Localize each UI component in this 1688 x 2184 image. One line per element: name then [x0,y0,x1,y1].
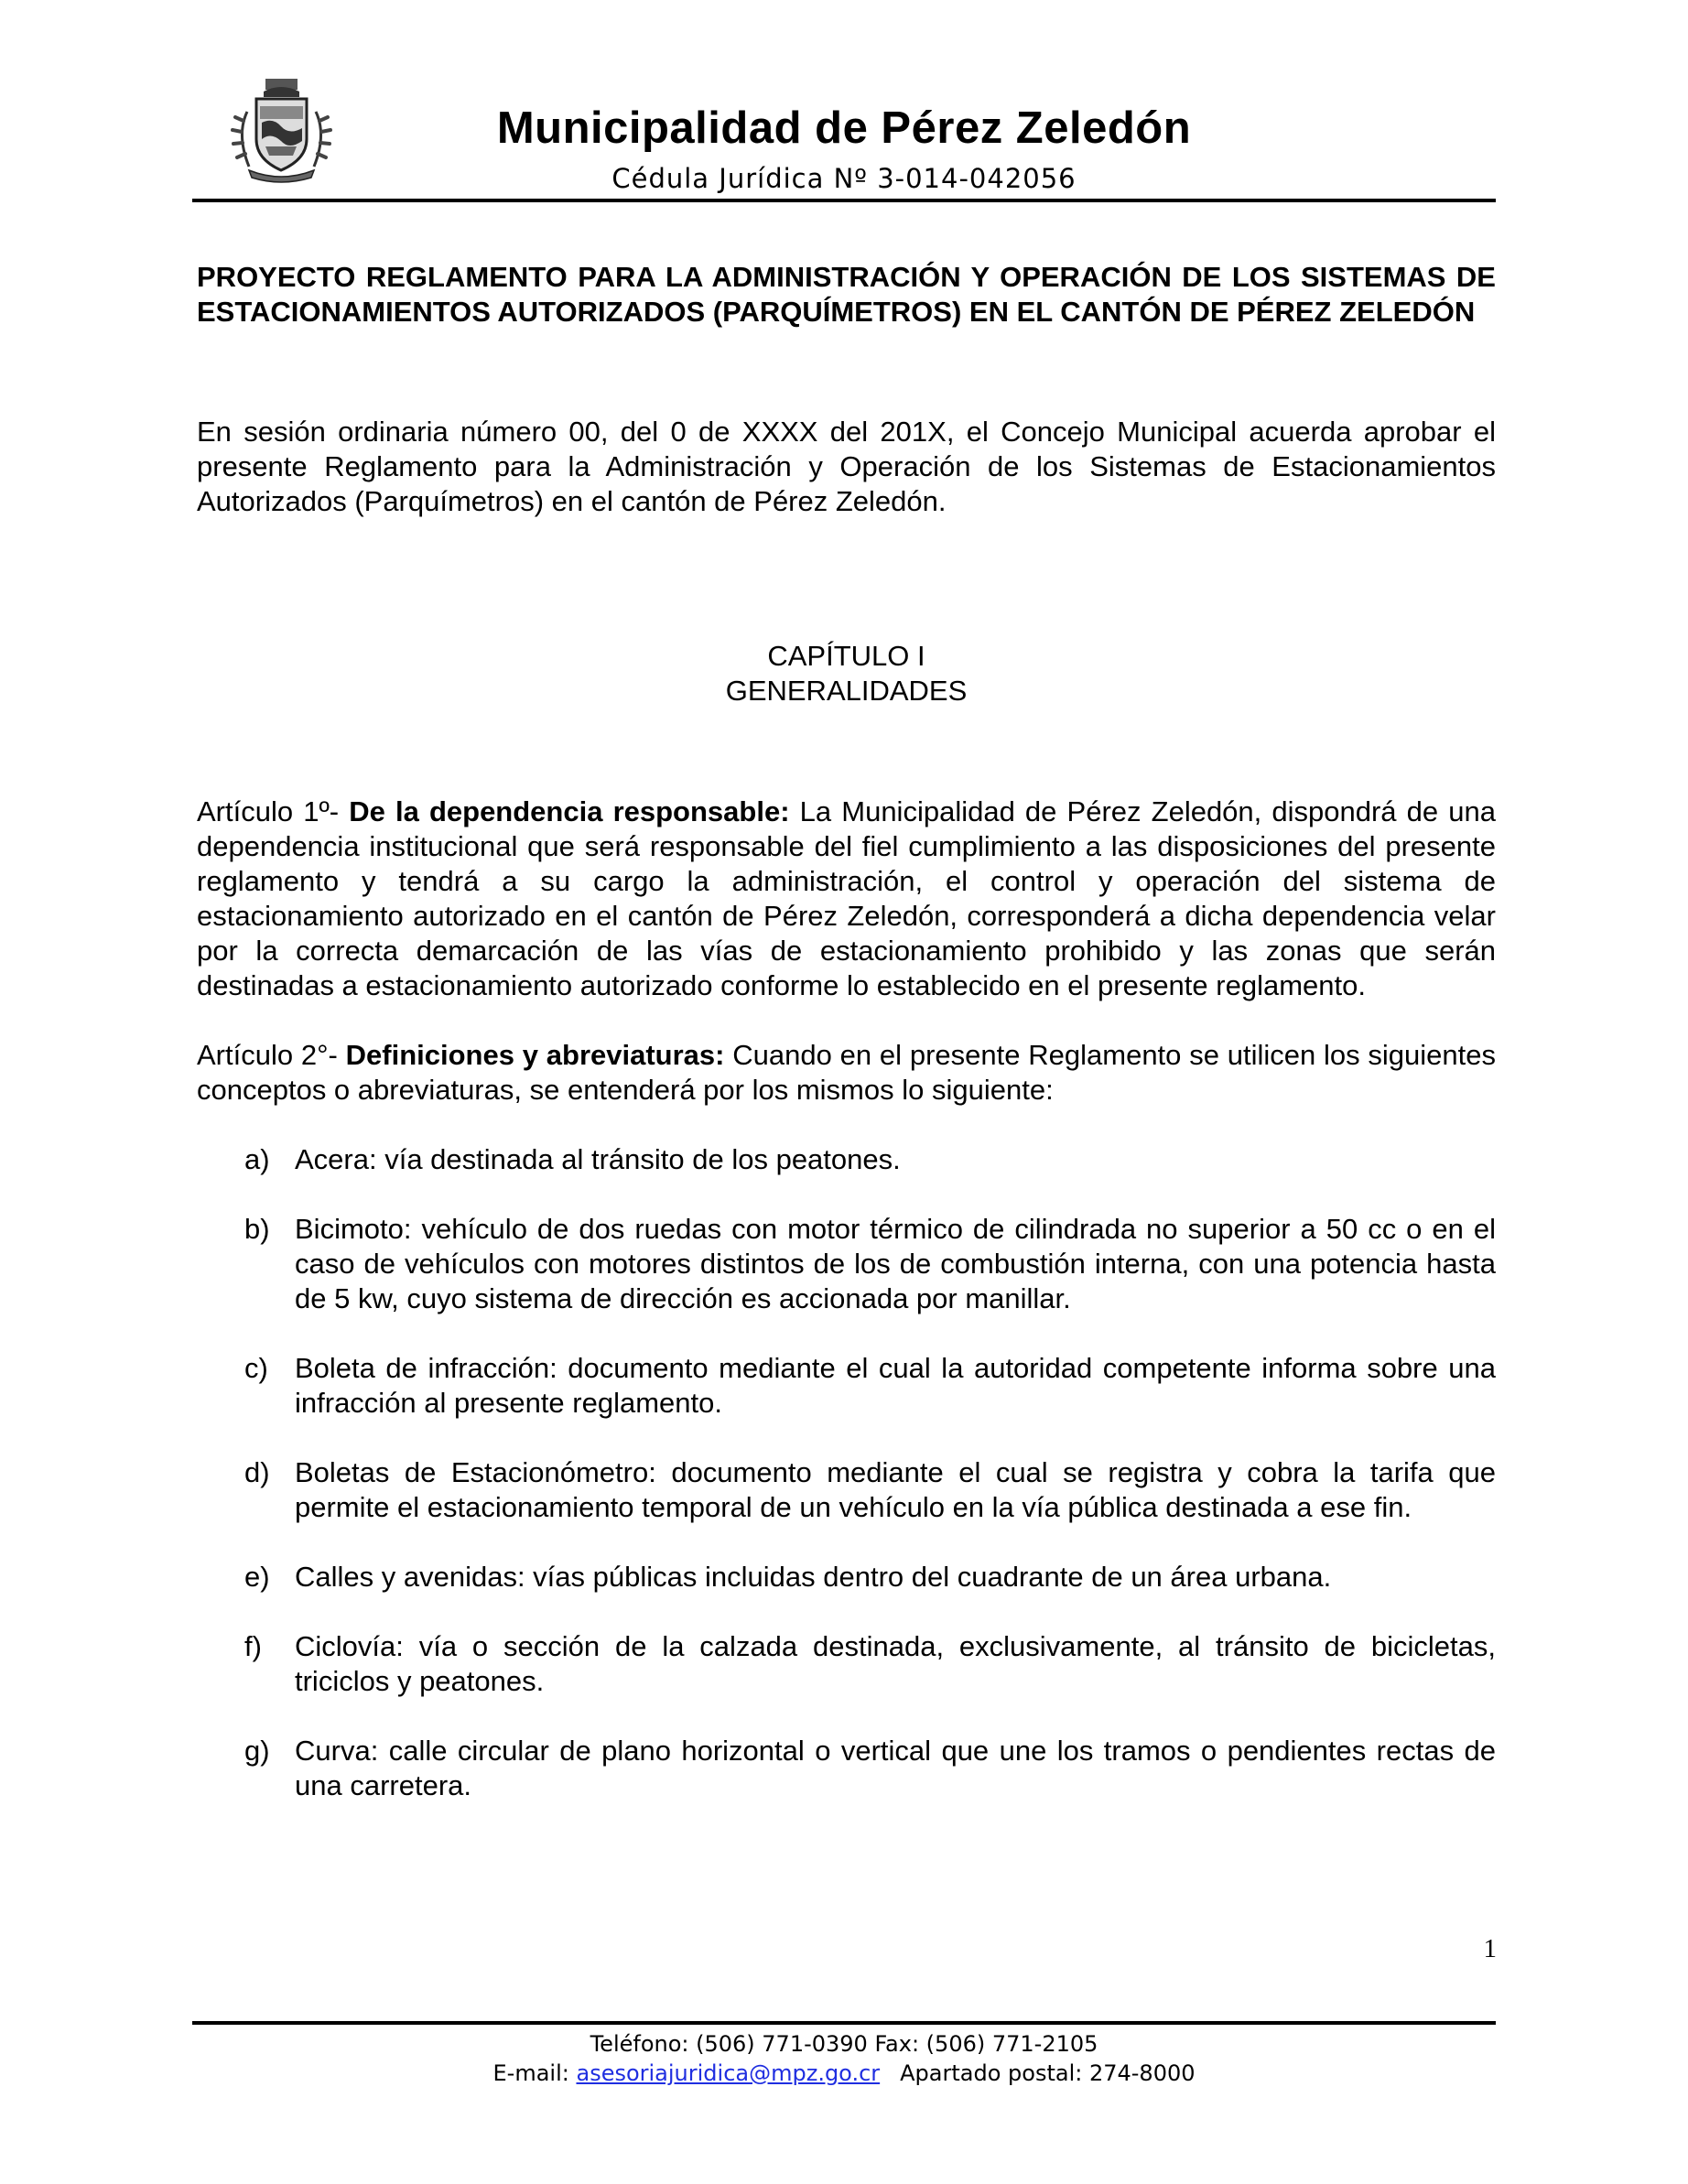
list-item-text: Calles y avenidas: vías públicas incluidas dentro del cuadrante de un área urbana. [295,1561,1332,1593]
intro-paragraph: En sesión ordinaria número 00, del 0 de XXXX del 201X, el Concejo Municipal acuerda aprobar el presente Reglamento para la Administración y Operación de los Sistemas de Estacionamientos Autorizados (Parquímetros) en el cantón de Pérez Zeledón. [197,416,1496,517]
list-item [197,1212,1496,1316]
list-item-text: Curva: calle circular de plano horizontal o vertical que une los tramos o pendientes rectas de una carretera. [295,1735,1496,1801]
list-marker: c) [244,1352,268,1384]
list-marker: b) [244,1213,270,1245]
list-item-text: Boletas de Estacionómetro: documento mediante el cual se registra y cobra la tarifa que permite el estacionamiento temporal de un vehículo en la vía pública destinada a ese fin. [295,1456,1496,1523]
footer-phone: Teléfono: (506) 771-0390 Fax: (506) 771-2105 [590,2031,1098,2057]
list-marker: g) [244,1735,270,1767]
list-item-text: Boleta de infracción: documento mediante el cual la autoridad competente informa sobre una infracción al presente reglamento. [295,1352,1496,1419]
article-2 [197,1038,1496,1108]
list-item [197,1351,1496,1421]
list-item [197,1629,1496,1699]
page-footer [192,2029,1496,2088]
list-item [197,1734,1496,1803]
list-item-text: Acera: vía destinada al tránsito de los peatones. [295,1143,901,1175]
org-legal-id: Cédula Jurídica Nº 3-014-042056 [611,163,1077,194]
footer-divider [192,2021,1496,2025]
chapter-name: GENERALIDADES [725,675,968,707]
article-2-heading: Definiciones y abreviaturas: [345,1039,725,1071]
postal-address: Apartado postal: 274-8000 [900,2060,1196,2086]
chapter-heading [197,639,1496,708]
footer-contact [192,2059,1496,2088]
document-title: PROYECTO REGLAMENTO PARA LA ADMINISTRACIÓN Y OPERACIÓN DE LOS SISTEMAS DE ESTACIONAMIENTOS AUTORIZADOS (PARQUÍMETROS) EN EL CANTÓN DE PÉREZ ZELEDÓN [197,261,1496,328]
article-2-text: Cuando en el presente Reglamento se utilicen los siguientes conceptos o abreviaturas, se entenderá por los mismos lo siguiente: [197,1039,1496,1106]
org-name: Municipalidad de Pérez Zeledón [496,103,1192,153]
list-marker: d) [244,1456,270,1488]
email-label: E-mail: [492,2060,569,2086]
list-marker: e) [244,1561,270,1593]
article-2-label: Artículo 2°- [197,1039,338,1071]
chapter-number: CAPÍTULO I [767,640,925,672]
list-item-text: Ciclovía: vía o sección de la calzada destinada, exclusivamente, al tránsito de bicicletas, triciclos y peatones. [295,1630,1496,1697]
list-marker: f) [244,1630,262,1662]
list-item [197,1142,1496,1177]
article-1-heading: De la dependencia responsable: [349,795,790,827]
page-number: 1 [1483,1934,1497,1963]
list-marker: a) [244,1143,270,1175]
email-link[interactable]: asesoriajuridica@mpz.go.cr [576,2060,881,2086]
list-item [197,1455,1496,1525]
list-item [197,1560,1496,1595]
article-1-text: La Municipalidad de Pérez Zeledón, dispondrá de una dependencia institucional que será responsable del fiel cumplimiento a las disposiciones del presente reglamento y tendrá a su cargo la administración, el control y operación del sistema de estacionamiento autorizado en el cantón de Pérez Zeledón, corresponderá a dicha dependencia velar por la correcta demarcación de las vías de estacionamiento prohibido y las zonas que serán destinadas a estacionamiento autorizado conforme lo establecido en el presente reglamento. [197,795,1496,1001]
definitions-list [197,1142,1496,1803]
article-1-label: Artículo 1º- [197,795,340,827]
article-1 [197,795,1496,1003]
list-item-text: Bicimoto: vehículo de dos ruedas con motor térmico de cilindrada no superior a 50 cc o en el caso de vehículos con motores distintos de los de combustión interna, con una potencia hasta de 5 kw, cuyo sistema de dirección es accionada por manillar. [295,1213,1496,1314]
header-divider [192,199,1496,202]
document-body [197,260,1496,1838]
